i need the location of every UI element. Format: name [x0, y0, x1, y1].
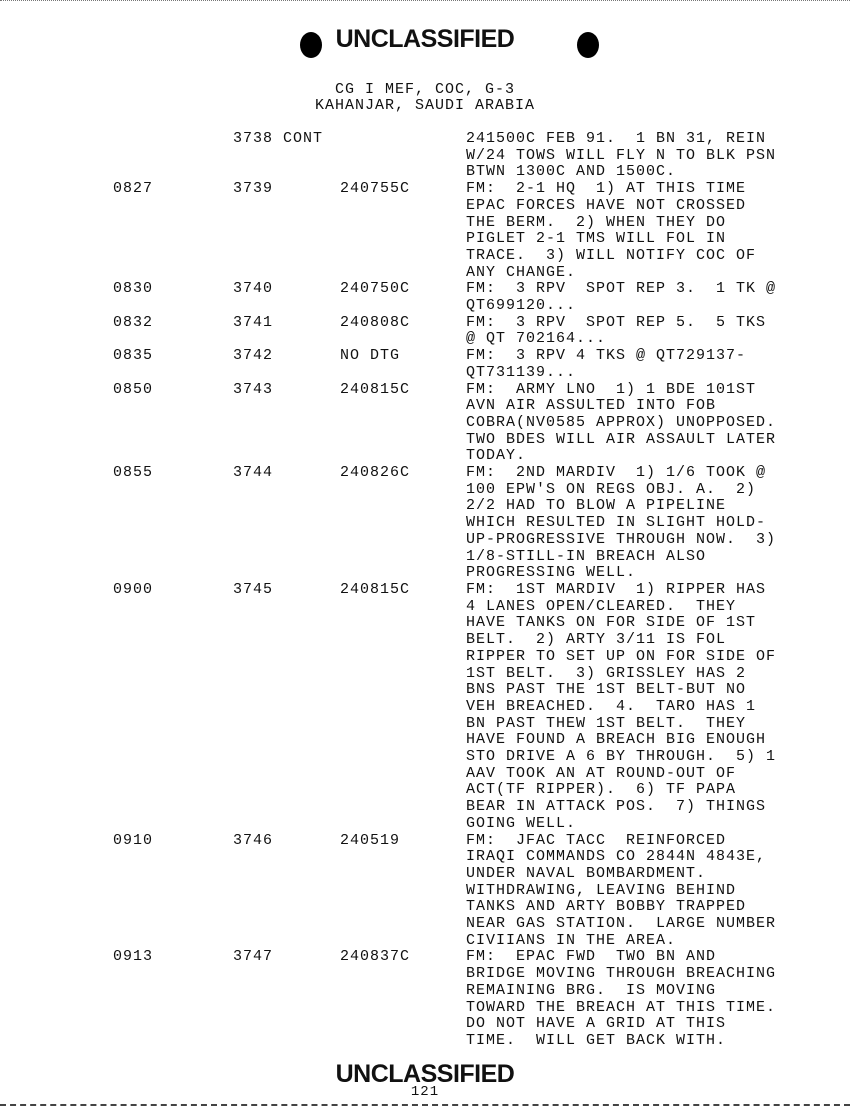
- entry-message-line: @ QT 702164...: [466, 330, 607, 348]
- entry-serial: 3742: [233, 347, 274, 365]
- entry-message-line: BRIDGE MOVING THROUGH BREACHING: [466, 965, 777, 983]
- entry-message-line: 1/8-STILL-IN BREACH ALSO: [466, 547, 707, 565]
- entry-time: 0850: [113, 380, 154, 398]
- entry-message-line: FM: 2-1 HQ 1) AT THIS TIME: [466, 180, 747, 198]
- entry-message-line: FM: 2ND MARDIV 1) 1/6 TOOK @: [466, 464, 767, 482]
- entry-message-line: EPAC FORCES HAVE NOT CROSSED: [466, 196, 747, 214]
- entry-message-line: TANKS AND ARTY BOBBY TRAPPED: [466, 898, 747, 916]
- log-entry: [0, 382, 850, 466]
- journal-log: [0, 131, 850, 1050]
- entry-message-line: BEAR IN ATTACK POS. 7) THINGS: [466, 798, 767, 816]
- entry-message-line: W/24 TOWS WILL FLY N TO BLK PSN: [466, 146, 777, 164]
- entry-dtg: NO DTG: [340, 347, 401, 365]
- entry-dtg: 240815C: [340, 380, 411, 398]
- entry-message-line: UP-PROGRESSIVE THROUGH NOW. 3): [466, 530, 777, 548]
- entry-message-line: BNS PAST THE 1ST BELT-BUT NO: [466, 681, 747, 699]
- entry-message-line: FM: ARMY LNO 1) 1 BDE 101ST: [466, 380, 757, 398]
- page-number: 121: [410, 1084, 440, 1100]
- entry-message-line: WITHDRAWING, LEAVING BEHIND: [466, 881, 737, 899]
- entry-time: 0900: [113, 580, 154, 598]
- log-entry: [0, 315, 850, 348]
- entry-dtg: 240750C: [340, 280, 411, 298]
- scan-edge: [0, 0, 850, 1]
- entry-message-line: FM: 3 RPV SPOT REP 3. 1 TK @: [466, 280, 777, 298]
- entry-message-line: TODAY.: [466, 447, 527, 465]
- entry-serial: 3744: [233, 464, 274, 482]
- entry-message-line: 100 EPW'S ON REGS OBJ. A. 2): [466, 480, 757, 498]
- entry-serial: 3738 CONT: [233, 130, 324, 147]
- entry-message-line: 1ST BELT. 3) GRISSLEY HAS 2: [466, 664, 747, 682]
- entry-message-line: WHICH RESULTED IN SLIGHT HOLD-: [466, 514, 767, 532]
- entry-message-line: BTWN 1300C AND 1500C.: [466, 163, 677, 181]
- entry-message-line: FM: 1ST MARDIV 1) RIPPER HAS: [466, 580, 767, 598]
- entry-message-line: IRAQI COMMANDS CO 2844N 4843E,: [466, 848, 767, 866]
- entry-serial: 3747: [233, 948, 274, 966]
- entry-time: 0855: [113, 464, 154, 482]
- entry-message-line: TRACE. 3) WILL NOTIFY COC OF: [466, 246, 757, 264]
- log-entry: [0, 465, 850, 582]
- entry-dtg: 240519: [340, 831, 401, 849]
- entry-dtg: 240826C: [340, 464, 411, 482]
- entry-message-line: HAVE FOUND A BREACH BIG ENOUGH: [466, 731, 767, 749]
- entry-message-line: FM: 3 RPV SPOT REP 5. 5 TKS: [466, 313, 767, 331]
- entry-time: 0913: [113, 948, 154, 966]
- entry-message-line: QT699120...: [466, 297, 577, 315]
- entry-message-line: BELT. 2) ARTY 3/11 IS FOL: [466, 631, 727, 649]
- entry-serial: 3746: [233, 831, 274, 849]
- entry-message-line: THE BERM. 2) WHEN THEY DO: [466, 213, 727, 231]
- entry-message-line: FM: JFAC TACC REINFORCED: [466, 831, 727, 849]
- log-entry: [0, 582, 850, 833]
- entry-message-line: PROGRESSING WELL.: [466, 564, 637, 582]
- log-entry: [0, 131, 850, 181]
- entry-message-line: COBRA(NV0585 APPROX) UNOPPOSED.: [466, 413, 777, 431]
- scan-edge: [0, 1104, 850, 1106]
- entry-message-line: VEH BREACHED. 4. TARO HAS 1: [466, 697, 757, 715]
- entry-message-line: CIVIIANS IN THE AREA.: [466, 931, 677, 949]
- classification-bottom: UNCLASSIFIED: [335, 1060, 515, 1088]
- entry-message-line: NEAR GAS STATION. LARGE NUMBER: [466, 915, 777, 933]
- entry-time: 0910: [113, 831, 154, 849]
- entry-message-line: REMAINING BRG. IS MOVING: [466, 981, 717, 999]
- entry-message-line: 241500C FEB 91. 1 BN 31, REIN: [466, 130, 767, 147]
- entry-serial: 3740: [233, 280, 274, 298]
- entry-message-line: TOWARD THE BREACH AT THIS TIME.: [466, 998, 777, 1016]
- header-location: KAHANJAR, SAUDI ARABIA: [314, 97, 536, 114]
- entry-serial: 3739: [233, 180, 274, 198]
- entry-dtg: 240837C: [340, 948, 411, 966]
- entry-time: 0835: [113, 347, 154, 365]
- entry-dtg: 240815C: [340, 580, 411, 598]
- entry-time: 0827: [113, 180, 154, 198]
- entry-dtg: 240808C: [340, 313, 411, 331]
- entry-serial: 3745: [233, 580, 274, 598]
- entry-message-line: TIME. WILL GET BACK WITH.: [466, 1031, 727, 1049]
- entry-message-line: PIGLET 2-1 TMS WILL FOL IN: [466, 230, 727, 248]
- entry-serial: 3741: [233, 313, 274, 331]
- entry-message-line: RIPPER TO SET UP ON FOR SIDE OF: [466, 647, 777, 665]
- entry-message-line: FM: EPAC FWD TWO BN AND: [466, 948, 717, 966]
- entry-message-line: AVN AIR ASSULTED INTO FOB: [466, 397, 717, 415]
- entry-message-line: AAV TOOK AN AT ROUND-OUT OF: [466, 764, 737, 782]
- entry-message-line: GOING WELL.: [466, 814, 577, 832]
- log-entry: [0, 949, 850, 1049]
- entry-message-line: 4 LANES OPEN/CLEARED. THEY: [466, 597, 737, 615]
- entry-message-line: TWO BDES WILL AIR ASSAULT LATER: [466, 430, 777, 448]
- log-entry: [0, 348, 850, 381]
- log-entry: [0, 833, 850, 950]
- entry-dtg: 240755C: [340, 180, 411, 198]
- entry-message-line: FM: 3 RPV 4 TKS @ QT729137-: [466, 347, 747, 365]
- entry-message-line: STO DRIVE A 6 BY THROUGH. 5) 1: [466, 748, 777, 766]
- entry-time: 0830: [113, 280, 154, 298]
- entry-time: 0832: [113, 313, 154, 331]
- entry-message-line: BN PAST THEW 1ST BELT. THEY: [466, 714, 747, 732]
- header-unit: CG I MEF, COC, G-3: [334, 81, 516, 98]
- log-entry: [0, 181, 850, 281]
- entry-serial: 3743: [233, 380, 274, 398]
- entry-message-line: 2/2 HAD TO BLOW A PIPELINE: [466, 497, 727, 515]
- entry-message-line: UNDER NAVAL BOMBARDMENT.: [466, 864, 707, 882]
- entry-message-line: ANY CHANGE.: [466, 263, 577, 281]
- entry-message-line: QT731139...: [466, 363, 577, 381]
- classification-top: UNCLASSIFIED: [335, 25, 515, 53]
- entry-message-line: ACT(TF RIPPER). 6) TF PAPA: [466, 781, 737, 799]
- log-entry: [0, 281, 850, 314]
- entry-message-line: DO NOT HAVE A GRID AT THIS: [466, 1015, 727, 1033]
- entry-message-line: HAVE TANKS ON FOR SIDE OF 1ST: [466, 614, 757, 632]
